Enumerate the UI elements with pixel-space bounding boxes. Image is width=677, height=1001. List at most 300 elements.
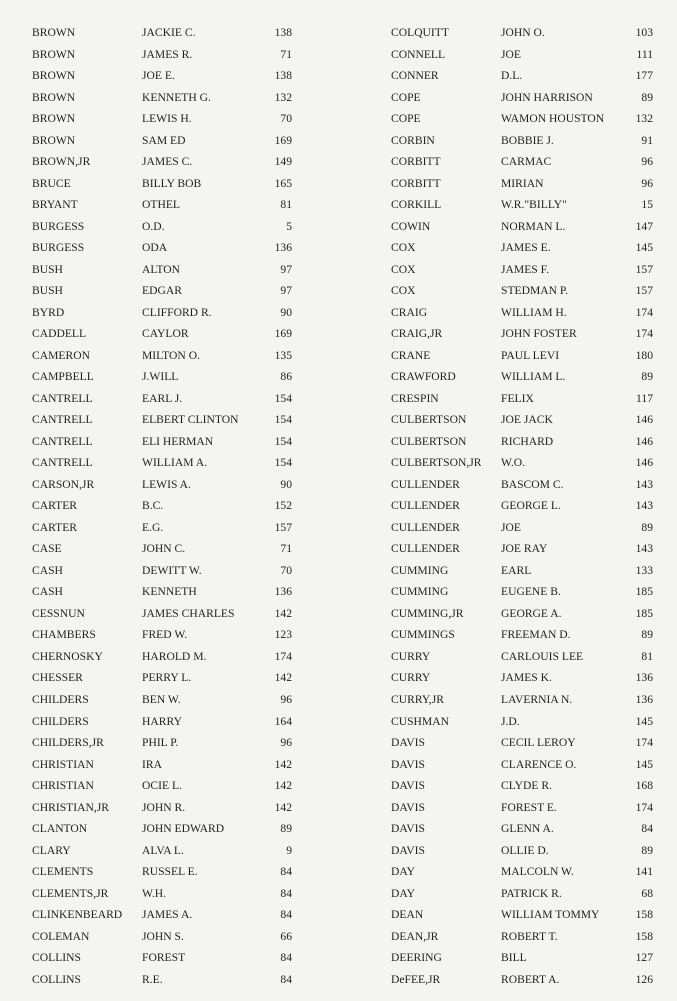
surname-text: BRYANT [32, 198, 78, 212]
surname-text: CULLENDER [391, 520, 460, 534]
given-name-text: WILLIAM H. [501, 305, 567, 319]
name-entry-row [391, 689, 653, 711]
given-name-text: JOHN FOSTER [501, 327, 577, 341]
given-name-text: EUGENE B. [501, 585, 561, 599]
page-number-text: 174 [635, 327, 653, 341]
given-name-text: PATRICK R. [501, 886, 562, 900]
given-name-text: O.D. [142, 219, 165, 233]
surname-text: CONNER [391, 69, 439, 83]
name-entry-row [391, 130, 653, 152]
name-entry-row [32, 969, 292, 991]
name-entry-row [391, 366, 653, 388]
surname-text: CURRY [391, 649, 431, 663]
given-name-text: J.D. [501, 714, 520, 728]
surname-text: CHRISTIAN [32, 779, 94, 793]
given-name-text: CECIL LEROY [501, 736, 576, 750]
surname-text: CHRISTIAN,JR [32, 800, 109, 814]
surname-text: CHRISTIAN [32, 757, 94, 771]
surname-text: BYRD [32, 305, 65, 319]
given-name-text: CAYLOR [142, 327, 189, 341]
surname-text: CARSON,JR [32, 477, 95, 491]
given-name-text: JAMES C. [142, 155, 193, 169]
surname-text: CLINKENBEARD [32, 908, 123, 922]
surname-text: DAVIS [391, 800, 425, 814]
name-entry-row [32, 452, 292, 474]
surname-text: CHILDERS [32, 692, 89, 706]
page-number-text: 89 [641, 520, 653, 534]
surname-text: DAVIS [391, 779, 425, 793]
given-name-text: NORMAN L. [501, 219, 566, 233]
name-entry-row [391, 474, 653, 496]
surname-text: BURGESS [32, 219, 85, 233]
surname-text: COLQUITT [391, 26, 449, 39]
given-name-text: JOHN S. [142, 929, 184, 943]
page-number-text: 84 [280, 865, 292, 879]
page-number-text: 5 [286, 219, 292, 233]
name-entry-row [32, 44, 292, 66]
name-entry-row [32, 130, 292, 152]
page-number-text: 86 [280, 370, 292, 384]
surname-text: CUMMING,JR [391, 606, 464, 620]
surname-text: DAVIS [391, 822, 425, 836]
name-entry-row [32, 65, 292, 87]
surname-text: CULBERTSON [391, 434, 467, 448]
surname-text: CUSHMAN [391, 714, 449, 728]
name-entry-row [32, 517, 292, 539]
page-number-text: 145 [635, 757, 653, 771]
given-name-text: W.O. [501, 456, 526, 470]
name-entry-row [32, 797, 292, 819]
name-entry-row [32, 280, 292, 302]
surname-text: CRESPIN [391, 391, 439, 405]
given-name-text: ALTON [142, 262, 181, 276]
name-entry-row [391, 44, 653, 66]
name-entry-row [391, 947, 653, 969]
given-name-text: LAVERNIA N. [501, 692, 573, 706]
given-name-text: DEWITT W. [142, 563, 202, 577]
page-number-text: 142 [274, 757, 292, 771]
given-name-text: B.C. [142, 499, 164, 513]
surname-text: CUMMING [391, 585, 449, 599]
name-entry-row [391, 345, 653, 367]
name-entry-row [391, 818, 653, 840]
given-name-text: STEDMAN P. [501, 284, 568, 298]
name-entry-row [391, 861, 653, 883]
surname-text: BUSH [32, 284, 63, 298]
given-name-text: PAUL LEVI [501, 348, 560, 362]
surname-text: CAMERON [32, 348, 90, 362]
name-entry-row [391, 775, 653, 797]
given-name-text: CLIFFORD R. [142, 305, 212, 319]
given-name-text: JOE RAY [501, 542, 548, 556]
surname-text: CANTRELL [32, 434, 93, 448]
name-entry-row [391, 259, 653, 281]
given-name-text: HAROLD M. [142, 649, 207, 663]
surname-text: CADDELL [32, 327, 87, 341]
page-number-text: 126 [635, 972, 653, 986]
surname-text: CARTER [32, 520, 78, 534]
name-entry-row [32, 947, 292, 969]
page-number-text: 9 [286, 843, 292, 857]
given-name-text: IRA [142, 757, 162, 771]
surname-text: DEERING [391, 951, 442, 965]
surname-text: COLEMAN [32, 929, 90, 943]
name-entry-row [391, 431, 653, 453]
surname-text: BUSH [32, 262, 63, 276]
name-entry-row [32, 216, 292, 238]
given-name-text: FREEMAN D. [501, 628, 571, 642]
page-number-text: 81 [280, 198, 292, 212]
page-number-text: 165 [274, 176, 292, 190]
given-name-text: J.WILL [142, 370, 179, 384]
given-name-text: JOHN R. [142, 800, 186, 814]
surname-text: CLANTON [32, 822, 88, 836]
name-entry-row [391, 517, 653, 539]
name-entry-row [32, 732, 292, 754]
surname-text: CULLENDER [391, 477, 460, 491]
surname-text: DEAN,JR [391, 929, 439, 943]
page-number-text: 169 [274, 133, 292, 147]
name-entry-row [391, 711, 653, 733]
surname-text: COPE [391, 112, 421, 126]
given-name-text: D.L. [501, 69, 523, 83]
given-name-text: OCIE L. [142, 779, 182, 793]
page-number-text: 136 [635, 671, 653, 685]
given-name-text: BEN W. [142, 692, 181, 706]
given-name-text: JOHN HARRISON [501, 90, 593, 104]
given-name-text: FOREST E. [501, 800, 557, 814]
given-name-text: RUSSEL E. [142, 865, 198, 879]
name-entry-row [391, 797, 653, 819]
page-number-text: 96 [641, 155, 653, 169]
page-number-text: 185 [635, 606, 653, 620]
name-entry-row [391, 732, 653, 754]
page-number-text: 154 [274, 434, 292, 448]
name-entry-row [32, 323, 292, 345]
page-number-text: 90 [280, 305, 292, 319]
page-number-text: 142 [274, 779, 292, 793]
page-number-text: 71 [280, 47, 292, 61]
surname-text: COLLINS [32, 972, 81, 986]
page-number-text: 66 [280, 929, 292, 943]
name-entry-row [32, 151, 292, 173]
page-number-text: 84 [280, 972, 292, 986]
surname-text: CULLENDER [391, 499, 460, 513]
given-name-text: JAMES R. [142, 47, 193, 61]
surname-text: BROWN [32, 133, 76, 147]
surname-text: DAVIS [391, 736, 425, 750]
page-number-text: 157 [274, 520, 292, 534]
page-number-text: 143 [635, 477, 653, 491]
name-entry-row [391, 495, 653, 517]
page-number-text: 15 [641, 198, 653, 212]
page-number-text: 169 [274, 327, 292, 341]
name-entry-row [32, 883, 292, 905]
surname-text: DEAN [391, 908, 424, 922]
name-entry-row [391, 280, 653, 302]
page-number-text: 158 [635, 929, 653, 943]
page-number-text: 146 [635, 413, 653, 427]
page-number-text: 164 [274, 714, 292, 728]
name-entry-row [32, 754, 292, 776]
surname-text: COX [391, 284, 416, 298]
given-name-text: MILTON O. [142, 348, 200, 362]
given-name-text: KENNETH [142, 585, 197, 599]
surname-text: COLLINS [32, 951, 81, 965]
given-name-text: MALCOLN W. [501, 865, 574, 879]
page-number-text: 157 [635, 262, 653, 276]
name-entry-row [32, 108, 292, 130]
page-number-text: 145 [635, 714, 653, 728]
page-number-text: 97 [280, 262, 292, 276]
surname-text: DAY [391, 886, 416, 900]
name-entry-row [32, 904, 292, 926]
page-number-text: 154 [274, 391, 292, 405]
surname-text: BROWN,JR [32, 155, 91, 169]
name-column-left [32, 22, 292, 990]
page-number-text: 70 [280, 563, 292, 577]
given-name-text: CLYDE R. [501, 779, 553, 793]
name-entry-row [391, 646, 653, 668]
given-name-text: EARL J. [142, 391, 183, 405]
surname-text: BROWN [32, 26, 76, 39]
given-name-text: BILLY BOB [142, 176, 202, 190]
name-entry-row [32, 603, 292, 625]
name-entry-row [391, 151, 653, 173]
surname-text: DAVIS [391, 843, 425, 857]
given-name-text: HARRY [142, 714, 182, 728]
given-name-text: PHIL P. [142, 736, 179, 750]
surname-text: BRUCE [32, 176, 71, 190]
name-entry-row [32, 624, 292, 646]
given-name-text: JACKIE C. [142, 26, 196, 39]
page-number-text: 89 [280, 822, 292, 836]
page-number-text: 89 [641, 628, 653, 642]
name-entry-row [391, 560, 653, 582]
given-name-text: W.R."BILLY" [501, 198, 567, 212]
page-number-text: 146 [635, 434, 653, 448]
surname-text: CASH [32, 585, 63, 599]
page-number-text: 84 [280, 951, 292, 965]
given-name-text: W.H. [142, 886, 167, 900]
given-name-text: BILL [501, 951, 527, 965]
name-entry-row [391, 840, 653, 862]
name-entry-row [32, 366, 292, 388]
name-entry-row [32, 409, 292, 431]
name-entry-row [391, 624, 653, 646]
page-number-text: 117 [636, 391, 653, 405]
page-number-text: 132 [635, 112, 653, 126]
given-name-text: ELBERT CLINTON [142, 413, 239, 427]
given-name-text: GEORGE A. [501, 606, 562, 620]
name-entry-row [32, 538, 292, 560]
given-name-text: RICHARD [501, 434, 554, 448]
name-entry-row [32, 581, 292, 603]
page-number-text: 177 [635, 69, 653, 83]
given-name-text: GEORGE L. [501, 499, 561, 513]
name-entry-row [32, 667, 292, 689]
surname-text: CHILDERS,JR [32, 736, 104, 750]
page-number-text: 138 [274, 69, 292, 83]
page-number-text: 154 [274, 456, 292, 470]
name-entry-row [391, 926, 653, 948]
page-number-text: 157 [635, 284, 653, 298]
surname-text: CORBITT [391, 155, 441, 169]
name-entry-row [32, 345, 292, 367]
page-number-text: 135 [274, 348, 292, 362]
page-number-text: 142 [274, 606, 292, 620]
name-entry-row [32, 431, 292, 453]
given-name-text: ELI HERMAN [142, 434, 214, 448]
given-name-text: OTHEL [142, 198, 180, 212]
name-entry-row [391, 108, 653, 130]
given-name-text: JAMES K. [501, 671, 552, 685]
given-name-text: JOE E. [142, 69, 175, 83]
given-name-text: JAMES CHARLES [142, 606, 235, 620]
given-name-text: JOE [501, 520, 521, 534]
name-entry-row [32, 495, 292, 517]
given-name-text: FOREST [142, 951, 186, 965]
name-entry-row [32, 711, 292, 733]
name-entry-row [391, 538, 653, 560]
given-name-text: ROBERT A. [501, 972, 560, 986]
name-entry-row [391, 173, 653, 195]
surname-text: CORBIN [391, 133, 435, 147]
given-name-text: WAMON HOUSTON [501, 112, 605, 126]
page-number-text: 91 [641, 133, 653, 147]
name-entry-row [391, 754, 653, 776]
page-number-text: 185 [635, 585, 653, 599]
name-entry-row [391, 302, 653, 324]
page-number-text: 146 [635, 456, 653, 470]
surname-text: DeFEE,JR [391, 972, 441, 986]
page-number-text: 138 [274, 26, 292, 39]
name-entry-row [391, 22, 653, 44]
page-number-text: 143 [635, 542, 653, 556]
page-number-text: 81 [641, 649, 653, 663]
page-number-text: 141 [635, 865, 653, 879]
page-number-text: 89 [641, 90, 653, 104]
given-name-text: SAM ED [142, 133, 186, 147]
name-entry-row [391, 603, 653, 625]
name-entry-row [391, 667, 653, 689]
given-name-text: E.G. [142, 520, 164, 534]
page-number-text: 136 [635, 692, 653, 706]
surname-text: CORBITT [391, 176, 441, 190]
name-column-right [391, 22, 653, 990]
given-name-text: JAMES A. [142, 908, 193, 922]
page-number-text: 84 [641, 822, 653, 836]
name-entry-row [391, 409, 653, 431]
surname-text: CASH [32, 563, 63, 577]
given-name-text: JOE [501, 47, 521, 61]
name-entry-row [391, 65, 653, 87]
given-name-text: JAMES E. [501, 241, 551, 255]
given-name-text: JOHN C. [142, 542, 186, 556]
page-number-text: 68 [641, 886, 653, 900]
given-name-text: PERRY L. [142, 671, 192, 685]
surname-text: COPE [391, 90, 421, 104]
given-name-text: WILLIAM A. [142, 456, 208, 470]
page-number-text: 142 [274, 671, 292, 685]
surname-text: CARTER [32, 499, 78, 513]
name-entry-row [391, 969, 653, 991]
surname-text: CRAWFORD [391, 370, 456, 384]
page-number-text: 103 [635, 26, 653, 39]
page-number-text: 96 [641, 176, 653, 190]
surname-text: CAMPBELL [32, 370, 94, 384]
page-number-text: 142 [274, 800, 292, 814]
surname-text: CRAIG [391, 305, 428, 319]
page-number-text: 168 [635, 779, 653, 793]
name-entry-row [32, 560, 292, 582]
surname-text: CLEMENTS,JR [32, 886, 109, 900]
surname-text: BURGESS [32, 241, 85, 255]
page-number-text: 96 [280, 736, 292, 750]
page-number-text: 147 [635, 219, 653, 233]
page-number-text: 174 [635, 800, 653, 814]
page-number-text: 123 [274, 628, 292, 642]
name-entry-row [391, 194, 653, 216]
given-name-text: LEWIS A. [142, 477, 191, 491]
page-number-text: 174 [635, 305, 653, 319]
page-number-text: 136 [274, 241, 292, 255]
name-entry-row [391, 237, 653, 259]
surname-text: CANTRELL [32, 391, 93, 405]
page-number-text: 145 [635, 241, 653, 255]
page-number-text: 136 [274, 585, 292, 599]
name-entry-row [32, 87, 292, 109]
page-number-text: 174 [635, 736, 653, 750]
name-entry-row [32, 646, 292, 668]
page-number-text: 70 [280, 112, 292, 126]
surname-text: CHAMBERS [32, 628, 96, 642]
page-number-text: 71 [280, 542, 292, 556]
given-name-text: BASCOM C. [501, 477, 564, 491]
surname-text: BROWN [32, 90, 76, 104]
surname-text: COWIN [391, 219, 431, 233]
name-entry-row [32, 861, 292, 883]
surname-text: COX [391, 241, 416, 255]
surname-text: CURRY,JR [391, 692, 444, 706]
page-number-text: 84 [280, 908, 292, 922]
surname-text: CHERNOSKY [32, 649, 103, 663]
given-name-text: CARMAC [501, 155, 552, 169]
name-entry-row [32, 302, 292, 324]
given-name-text: WILLIAM L. [501, 370, 566, 384]
page-number-text: 149 [274, 155, 292, 169]
surname-text: BROWN [32, 112, 76, 126]
page-number-text: 174 [274, 649, 292, 663]
given-name-text: JOHN O. [501, 26, 545, 39]
name-entry-row [32, 840, 292, 862]
surname-text: CULLENDER [391, 542, 460, 556]
given-name-text: OLLIE D. [501, 843, 549, 857]
page-number-text: 111 [636, 47, 653, 61]
name-entry-row [32, 22, 292, 44]
surname-text: CRANE [391, 348, 431, 362]
name-entry-row [391, 452, 653, 474]
name-entry-row [32, 926, 292, 948]
name-entry-row [391, 323, 653, 345]
page-number-text: 152 [274, 499, 292, 513]
surname-text: CONNELL [391, 47, 446, 61]
page-number-text: 133 [635, 563, 653, 577]
name-entry-row [32, 194, 292, 216]
page-number-text: 154 [274, 413, 292, 427]
name-entry-row [32, 237, 292, 259]
given-name-text: LEWIS H. [142, 112, 192, 126]
